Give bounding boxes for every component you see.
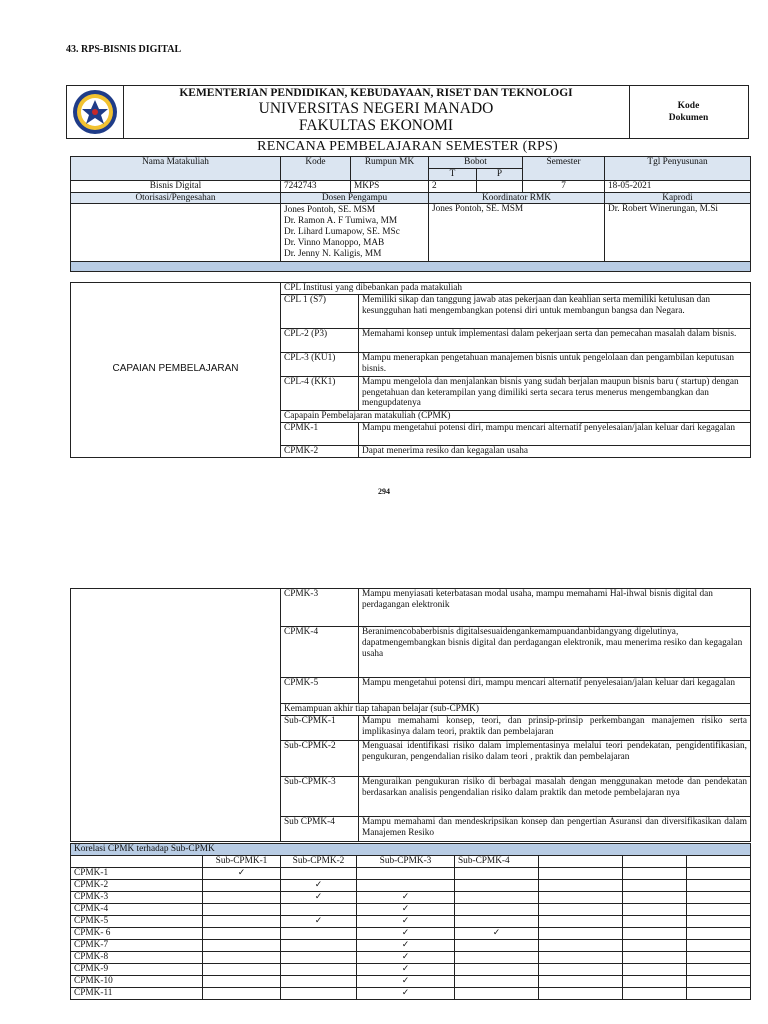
sub-cpmk-code: Sub-CPMK-1 — [281, 715, 359, 740]
check-mark: ✓ — [357, 988, 455, 1000]
faculty-name: FAKULTAS EKONOMI — [298, 117, 454, 134]
korelasi-cell — [357, 868, 455, 880]
header-kaprodi: Kaprodi — [605, 192, 751, 204]
cpl-code: CPL-3 (KU1) — [281, 352, 359, 376]
korelasi-col-header: Sub-CPMK-3 — [357, 856, 455, 868]
check-mark: ✓ — [281, 916, 357, 928]
section-title: 43. RPS-BISNIS DIGITAL — [66, 44, 182, 55]
cpmk-code: CPMK-3 — [281, 589, 359, 627]
sub-cpmk-code: Sub CPMK-4 — [281, 816, 359, 841]
korelasi-cell — [281, 976, 357, 988]
sub-cpmk-code: Sub-CPMK-3 — [281, 776, 359, 816]
korelasi-cell — [623, 988, 687, 1000]
korelasi-cell — [623, 940, 687, 952]
korelasi-cell — [623, 928, 687, 940]
korelasi-cell — [623, 904, 687, 916]
university-name: UNIVERSITAS NEGERI MANADO — [258, 100, 494, 117]
korelasi-row — [71, 916, 751, 928]
korelasi-cell — [357, 880, 455, 892]
korelasi-cell — [687, 928, 751, 940]
korelasi-cell — [687, 880, 751, 892]
header-tgl: Tgl Penyusunan — [605, 157, 751, 181]
kode-value: 7242743 — [281, 180, 351, 192]
korelasi-cell — [281, 964, 357, 976]
korelasi-cell — [281, 868, 357, 880]
dosen-list — [281, 204, 429, 262]
check-mark: ✓ — [357, 892, 455, 904]
dosen-name: Dr. Jenny N. Kaligis, MM — [284, 248, 382, 259]
korelasi-col-header: Sub-CPMK-2 — [281, 856, 357, 868]
korelasi-cell — [203, 964, 281, 976]
korelasi-cell — [455, 880, 539, 892]
korelasi-cell — [455, 892, 539, 904]
korelasi-title: Korelasi CPMK terhadap Sub-CPMK — [71, 844, 751, 856]
korelasi-corner — [71, 856, 203, 868]
koordinator-value: Jones Pontoh, SE. MSM — [429, 204, 605, 262]
bobot-p-value — [477, 180, 523, 192]
korelasi-cell — [687, 964, 751, 976]
korelasi-cell — [455, 868, 539, 880]
korelasi-row-label: CPMK-3 — [71, 892, 203, 904]
korelasi-row-label: CPMK-1 — [71, 868, 203, 880]
korelasi-row — [71, 868, 751, 880]
cpmk-text: Dapat menerima resiko dan kegagalan usaha — [359, 445, 751, 457]
korelasi-cell — [687, 904, 751, 916]
check-mark: ✓ — [357, 952, 455, 964]
cpmk-header: Capapain Pembelajaran matakuliah (CPMK) — [281, 410, 751, 422]
dosen-name: Dr. Vinno Manoppo, MAB — [284, 237, 385, 248]
cpmk-text: Beranimencobaberbisnis digitalsesuaidengankemampuandanbidangyang digelutinya, dapatmengembangkan bisnis digital dan perdagangan elektronik, mau menerima resiko dan kegagalan usaha — [359, 627, 751, 678]
korelasi-cell — [203, 916, 281, 928]
sub-cpmk-code: Sub-CPMK-2 — [281, 740, 359, 776]
check-mark: ✓ — [357, 916, 455, 928]
korelasi-cell — [455, 988, 539, 1000]
header-p: P — [477, 168, 523, 180]
korelasi-cell — [623, 892, 687, 904]
cpmk-text: Mampu mengetahui potensi diri, mampu mencari alternatif penyelesaian/jalan keluar dari kegagalan — [359, 678, 751, 704]
sub-cpmk-text: Mampu memahami dan mendeskripsikan konsep dan pengertian Asuransi dan diversifikasikan dalam Manajemen Resiko — [359, 816, 751, 841]
doc-code-label-2: Dokumen — [668, 113, 709, 123]
check-mark: ✓ — [357, 940, 455, 952]
capaian-label: CAPAIAN PEMBELAJARAN — [112, 363, 239, 375]
korelasi-cell — [623, 916, 687, 928]
header-dosen: Dosen Pengampu — [281, 192, 429, 204]
header-bobot: Bobot — [429, 157, 523, 169]
korelasi-cell — [281, 904, 357, 916]
page-number: 294 — [378, 487, 390, 496]
korelasi-cell — [539, 976, 623, 988]
korelasi-row — [71, 964, 751, 976]
korelasi-body — [71, 868, 751, 1000]
korelasi-col-empty — [623, 856, 687, 868]
rps-title: RENCANA PEMBELAJARAN SEMESTER (RPS) — [257, 139, 558, 154]
logo-box — [67, 86, 124, 138]
korelasi-row-label: CPMK- 6 — [71, 928, 203, 940]
korelasi-row — [71, 928, 751, 940]
section-band — [71, 262, 751, 272]
korelasi-row — [71, 892, 751, 904]
cpl-code: CPL-4 (KK1) — [281, 376, 359, 410]
korelasi-col-empty — [687, 856, 751, 868]
semester-value: 7 — [523, 180, 605, 192]
sub-cpmk-text: Menguraikan pengukuran risiko di berbagai masalah dengan menggunakan metode dan pendekatan berdasarkan analisis pengendalian risiko dalam praktik dan metode pembelajaran nya — [359, 776, 751, 816]
document-header — [66, 85, 749, 139]
nama-value: Bisnis Digital — [71, 180, 281, 192]
doc-code-label-1: Kode — [677, 101, 700, 111]
korelasi-cell — [539, 892, 623, 904]
korelasi-cell — [539, 904, 623, 916]
cpl-code: CPL 1 (S7) — [281, 294, 359, 328]
dosen-name: Dr. Ramon A. F Tumiwa, MM — [284, 216, 398, 227]
university-logo — [69, 87, 121, 137]
korelasi-cell — [687, 988, 751, 1000]
check-mark: ✓ — [357, 964, 455, 976]
korelasi-cell — [623, 952, 687, 964]
korelasi-cell — [455, 904, 539, 916]
rumpun-value: MKPS — [351, 180, 429, 192]
korelasi-cell — [203, 880, 281, 892]
korelasi-cell — [281, 952, 357, 964]
korelasi-cell — [203, 928, 281, 940]
korelasi-row — [71, 988, 751, 1000]
korelasi-cell — [539, 880, 623, 892]
cpl-text: Memahami konsep untuk implementasi dalam pekerjaan serta dan pemecahan masalah dalam bisnis. — [359, 328, 751, 352]
sub-cpmk-header: Kemampuan akhir tiap tahapan belajar (sub-CPMK) — [281, 704, 751, 716]
korelasi-cell — [687, 952, 751, 964]
header-titles — [123, 86, 630, 138]
cpmk-code: CPMK-2 — [281, 445, 359, 457]
korelasi-cell — [687, 892, 751, 904]
tgl-value: 18-05-2021 — [605, 180, 751, 192]
dosen-name: Jones Pontoh, SE. MSM — [284, 205, 376, 216]
korelasi-cell — [687, 916, 751, 928]
cpmk-code: CPMK-4 — [281, 627, 359, 678]
korelasi-row-label: CPMK-10 — [71, 976, 203, 988]
check-mark: ✓ — [357, 904, 455, 916]
korelasi-row-label: CPMK-5 — [71, 916, 203, 928]
korelasi-cell — [539, 916, 623, 928]
korelasi-row-label: CPMK-7 — [71, 940, 203, 952]
korelasi-cell — [203, 952, 281, 964]
check-mark: ✓ — [357, 928, 455, 940]
cpl-text: Memiliki sikap dan tanggung jawab atas pekerjaan dan keahlian serta memiliki ketulusan dan kesungguhan hati mengembangkan potensi diri untuk membangun bangsa dan Negara. — [359, 294, 751, 328]
cpl-code: CPL-2 (P3) — [281, 328, 359, 352]
ministry-name: KEMENTERIAN PENDIDIKAN, KEBUDAYAAN, RISET DAN TEKNOLOGI — [179, 87, 573, 99]
cpmk-code: CPMK-5 — [281, 678, 359, 704]
dosen-name: Dr. Lihard Lumapow, SE. MSc — [284, 226, 400, 237]
header-koordinator: Koordinator RMK — [429, 192, 605, 204]
korelasi-cell — [203, 976, 281, 988]
korelasi-cell — [539, 868, 623, 880]
header-otorisasi: Otorisasi/Pengesahan — [71, 192, 281, 204]
header-kode: Kode — [281, 157, 351, 181]
kaprodi-value: Dr. Robert Winerungan, M.Si — [605, 204, 751, 262]
korelasi-cell — [455, 952, 539, 964]
cpl-text: Mampu mengelola dan menjalankan bisnis yang sudah berjalan maupun bisnis baru ( startup) dengan pengetahuan dan keterampilan yang dimiliki serta secara terus menerus mengembangkan dan mengupdatenya — [359, 376, 751, 410]
korelasi-row — [71, 940, 751, 952]
cpl-header: CPL Institusi yang dibebankan pada matakuliah — [281, 283, 751, 295]
korelasi-row — [71, 880, 751, 892]
check-mark: ✓ — [281, 892, 357, 904]
korelasi-cell — [539, 928, 623, 940]
sub-cpmk-text: Mampu memahami konsep, teori, dan prinsip-prinsip perkembangan manajemen risiko serta implikasinya dalam teori, praktik dan pembelajaran — [359, 715, 751, 740]
korelasi-cell — [623, 880, 687, 892]
korelasi-row-label: CPMK-8 — [71, 952, 203, 964]
korelasi-row-label: CPMK-4 — [71, 904, 203, 916]
korelasi-cell — [623, 976, 687, 988]
cpmk-text: Mampu menyiasati keterbatasan modal usaha, mampu memahami Hal-ihwal bisnis digital dan perdagangan elektronik — [359, 589, 751, 627]
korelasi-cell — [687, 940, 751, 952]
korelasi-row — [71, 904, 751, 916]
korelasi-row — [71, 976, 751, 988]
korelasi-col-header: Sub-CPMK-1 — [203, 856, 281, 868]
check-mark: ✓ — [455, 928, 539, 940]
korelasi-cell — [539, 964, 623, 976]
korelasi-table — [70, 843, 751, 1000]
korelasi-cell — [539, 940, 623, 952]
korelasi-cell — [623, 868, 687, 880]
check-mark: ✓ — [281, 880, 357, 892]
bobot-t-value: 2 — [429, 180, 477, 192]
korelasi-row — [71, 952, 751, 964]
korelasi-col-empty — [539, 856, 623, 868]
korelasi-cell — [687, 976, 751, 988]
korelasi-cell — [203, 940, 281, 952]
header-t: T — [429, 168, 477, 180]
korelasi-cell — [539, 952, 623, 964]
cpmk-code: CPMK-1 — [281, 422, 359, 445]
header-rumpun: Rumpun MK — [351, 157, 429, 181]
korelasi-cell — [455, 916, 539, 928]
korelasi-cell — [539, 988, 623, 1000]
left-empty-cell — [71, 589, 281, 842]
cpl-text: Mampu menerapkan pengetahuan manajemen bisnis untuk pengelolaan dan pengambilan keputusan bisnis. — [359, 352, 751, 376]
korelasi-cell — [623, 964, 687, 976]
korelasi-col-header: Sub-CPMK-4 — [455, 856, 539, 868]
check-mark: ✓ — [357, 976, 455, 988]
cpmk-continued-table — [70, 588, 751, 842]
korelasi-row-label: CPMK-2 — [71, 880, 203, 892]
rps-info-table — [70, 156, 751, 272]
korelasi-cell — [455, 964, 539, 976]
header-semester: Semester — [523, 157, 605, 181]
korelasi-cell — [203, 988, 281, 1000]
korelasi-cell — [455, 940, 539, 952]
capaian-label-cell — [71, 283, 281, 458]
check-mark: ✓ — [203, 868, 281, 880]
korelasi-cell — [687, 868, 751, 880]
otorisasi-value — [71, 204, 281, 262]
sub-cpmk-text: Menguasai identifikasi risiko dalam implementasinya melalui teori pendekatan, pengidentifikasian, pengukuran, pengendalian risiko dalam teori , praktik dan pembelajaran — [359, 740, 751, 776]
korelasi-cell — [281, 940, 357, 952]
cpmk-text: Mampu mengetahui potensi diri, mampu mencari alternatif penyelesaian/jalan keluar dari kegagalan — [359, 422, 751, 445]
doc-code-box — [629, 86, 748, 138]
korelasi-cell — [203, 892, 281, 904]
korelasi-cell — [281, 988, 357, 1000]
korelasi-cell — [281, 928, 357, 940]
capaian-table — [70, 282, 751, 458]
korelasi-row-label: CPMK-11 — [71, 988, 203, 1000]
korelasi-cell — [455, 976, 539, 988]
korelasi-row-label: CPMK-9 — [71, 964, 203, 976]
korelasi-cell — [203, 904, 281, 916]
header-nama: Nama Matakuliah — [71, 157, 281, 181]
